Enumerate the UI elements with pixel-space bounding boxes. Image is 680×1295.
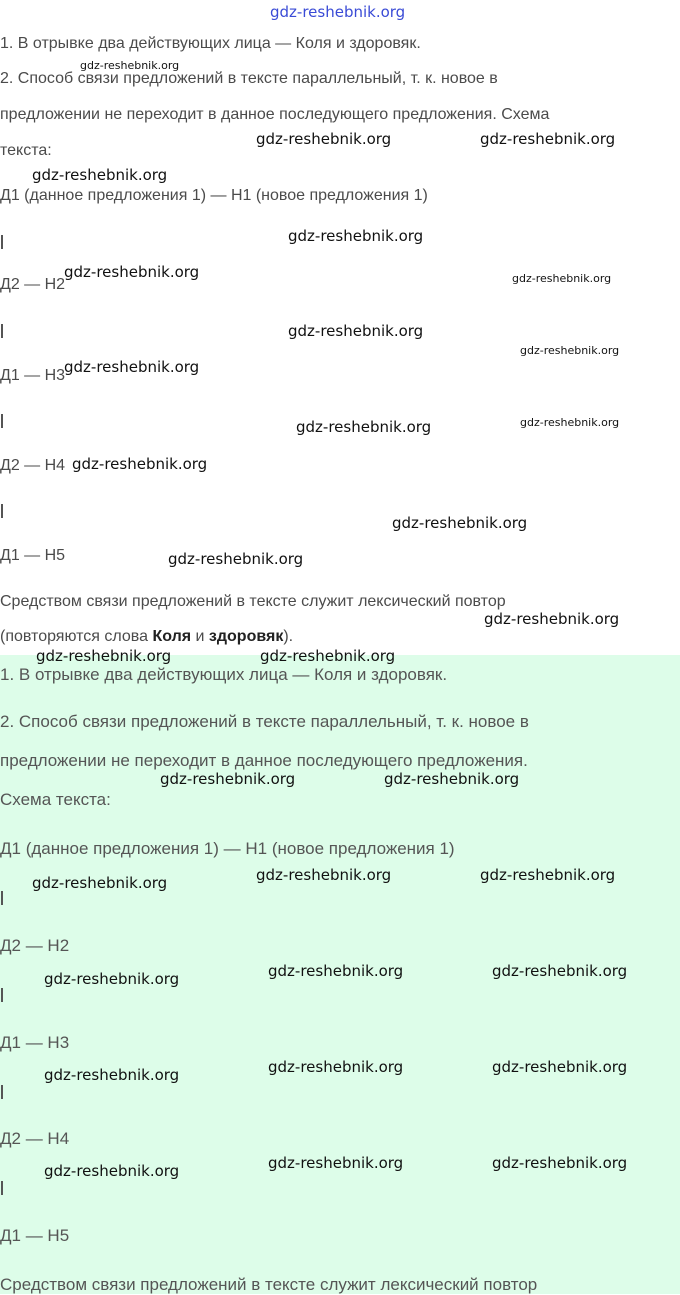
watermark: gdz-reshebnik.org	[64, 358, 200, 376]
watermark: gdz-reshebnik.org	[44, 970, 180, 988]
watermark: gdz-reshebnik.org	[260, 647, 396, 665]
watermark: gdz-reshebnik.org	[44, 1162, 180, 1180]
watermark: gdz-reshebnik.org	[32, 874, 168, 892]
scheme-line-1: Д1 (данное предложения 1) — Н1 (новое предложения 1)	[0, 187, 428, 204]
watermark: gdz-reshebnik.org	[512, 272, 612, 285]
watermark: gdz-reshebnik.org	[72, 455, 208, 473]
watermark: gdz-reshebnik.org	[256, 130, 392, 148]
watermark: gdz-reshebnik.org	[168, 550, 304, 568]
scheme-line-3: Д1 — Н3	[0, 1033, 70, 1052]
scheme-line-4: Д2 — Н4	[0, 457, 66, 474]
scheme-connector	[1, 1085, 3, 1099]
conclusion-line-1: Средством связи предложений в тексте служит лексический повтор	[0, 1275, 538, 1294]
answer-line-4: текста:	[0, 142, 52, 159]
answer-image-2	[0, 647, 680, 1294]
keyword-kolya: Коля	[152, 628, 192, 645]
scheme-connector	[1, 414, 3, 428]
watermark: gdz-reshebnik.org	[480, 130, 616, 148]
scheme-line-5: Д1 — Н5	[0, 1226, 70, 1245]
answer-line-2: 2. Способ связи предложений в тексте параллельный, т. к. новое в	[0, 70, 498, 87]
watermark: gdz-reshebnik.org	[392, 514, 528, 532]
conclusion-text: и	[191, 628, 209, 645]
watermark: gdz-reshebnik.org	[64, 263, 200, 281]
keyword-zdorovyak: здоровяк	[208, 628, 284, 645]
watermark: gdz-reshebnik.org	[480, 866, 616, 884]
scheme-connector	[1, 324, 3, 338]
watermark: gdz-reshebnik.org	[288, 322, 424, 340]
watermark: gdz-reshebnik.org	[36, 647, 172, 665]
answer-line-4: Схема текста:	[0, 790, 111, 809]
watermark: gdz-reshebnik.org	[80, 59, 180, 72]
scheme-line-1: Д1 (данное предложения 1) — Н1 (новое предложения 1)	[0, 839, 455, 858]
scheme-line-5: Д1 — Н5	[0, 547, 66, 564]
answer-line-3: предложении не переходит в данное последующего предложения.	[0, 751, 528, 770]
watermark: gdz-reshebnik.org	[160, 770, 296, 788]
site-header-link[interactable]: gdz-reshebnik.org	[270, 3, 406, 21]
watermark: gdz-reshebnik.org	[484, 610, 620, 628]
watermark: gdz-reshebnik.org	[492, 1154, 628, 1172]
watermark: gdz-reshebnik.org	[520, 344, 620, 357]
watermark: gdz-reshebnik.org	[44, 1066, 180, 1084]
answer-line-2: 2. Способ связи предложений в тексте параллельный, т. к. новое в	[0, 712, 529, 731]
answer-line-1: 1. В отрывке два действующих лица — Коля и здоровяк.	[0, 665, 448, 684]
scheme-line-2: Д2 — Н2	[0, 936, 70, 955]
watermark: gdz-reshebnik.org	[268, 1154, 404, 1172]
scheme-connector	[1, 504, 3, 518]
watermark: gdz-reshebnik.org	[520, 416, 620, 429]
conclusion-line-2	[0, 628, 293, 646]
watermark: gdz-reshebnik.org	[492, 962, 628, 980]
conclusion-text: (повторяются слова	[0, 628, 153, 645]
watermark: gdz-reshebnik.org	[256, 866, 392, 884]
scheme-connector	[1, 1181, 3, 1195]
scheme-line-2: Д2 — Н2	[0, 276, 66, 293]
conclusion-text: ).	[283, 628, 294, 645]
watermark: gdz-reshebnik.org	[288, 227, 424, 245]
watermark: gdz-reshebnik.org	[268, 962, 404, 980]
conclusion-line-1: Средством связи предложений в тексте служит лексический повтор	[0, 593, 506, 610]
scheme-connector	[1, 235, 3, 249]
scheme-line-3: Д1 — Н3	[0, 367, 66, 384]
scheme-connector	[1, 988, 3, 1002]
scheme-connector	[1, 891, 3, 905]
watermark: gdz-reshebnik.org	[296, 418, 432, 436]
answer-line-1: 1. В отрывке два действующих лица — Коля и здоровяк.	[0, 35, 421, 52]
watermark: gdz-reshebnik.org	[268, 1058, 404, 1076]
scheme-line-4: Д2 — Н4	[0, 1129, 70, 1148]
watermark: gdz-reshebnik.org	[384, 770, 520, 788]
watermark: gdz-reshebnik.org	[32, 166, 168, 184]
watermark: gdz-reshebnik.org	[492, 1058, 628, 1076]
answer-line-3: предложении не переходит в данное последующего предложения. Схема	[0, 106, 550, 123]
